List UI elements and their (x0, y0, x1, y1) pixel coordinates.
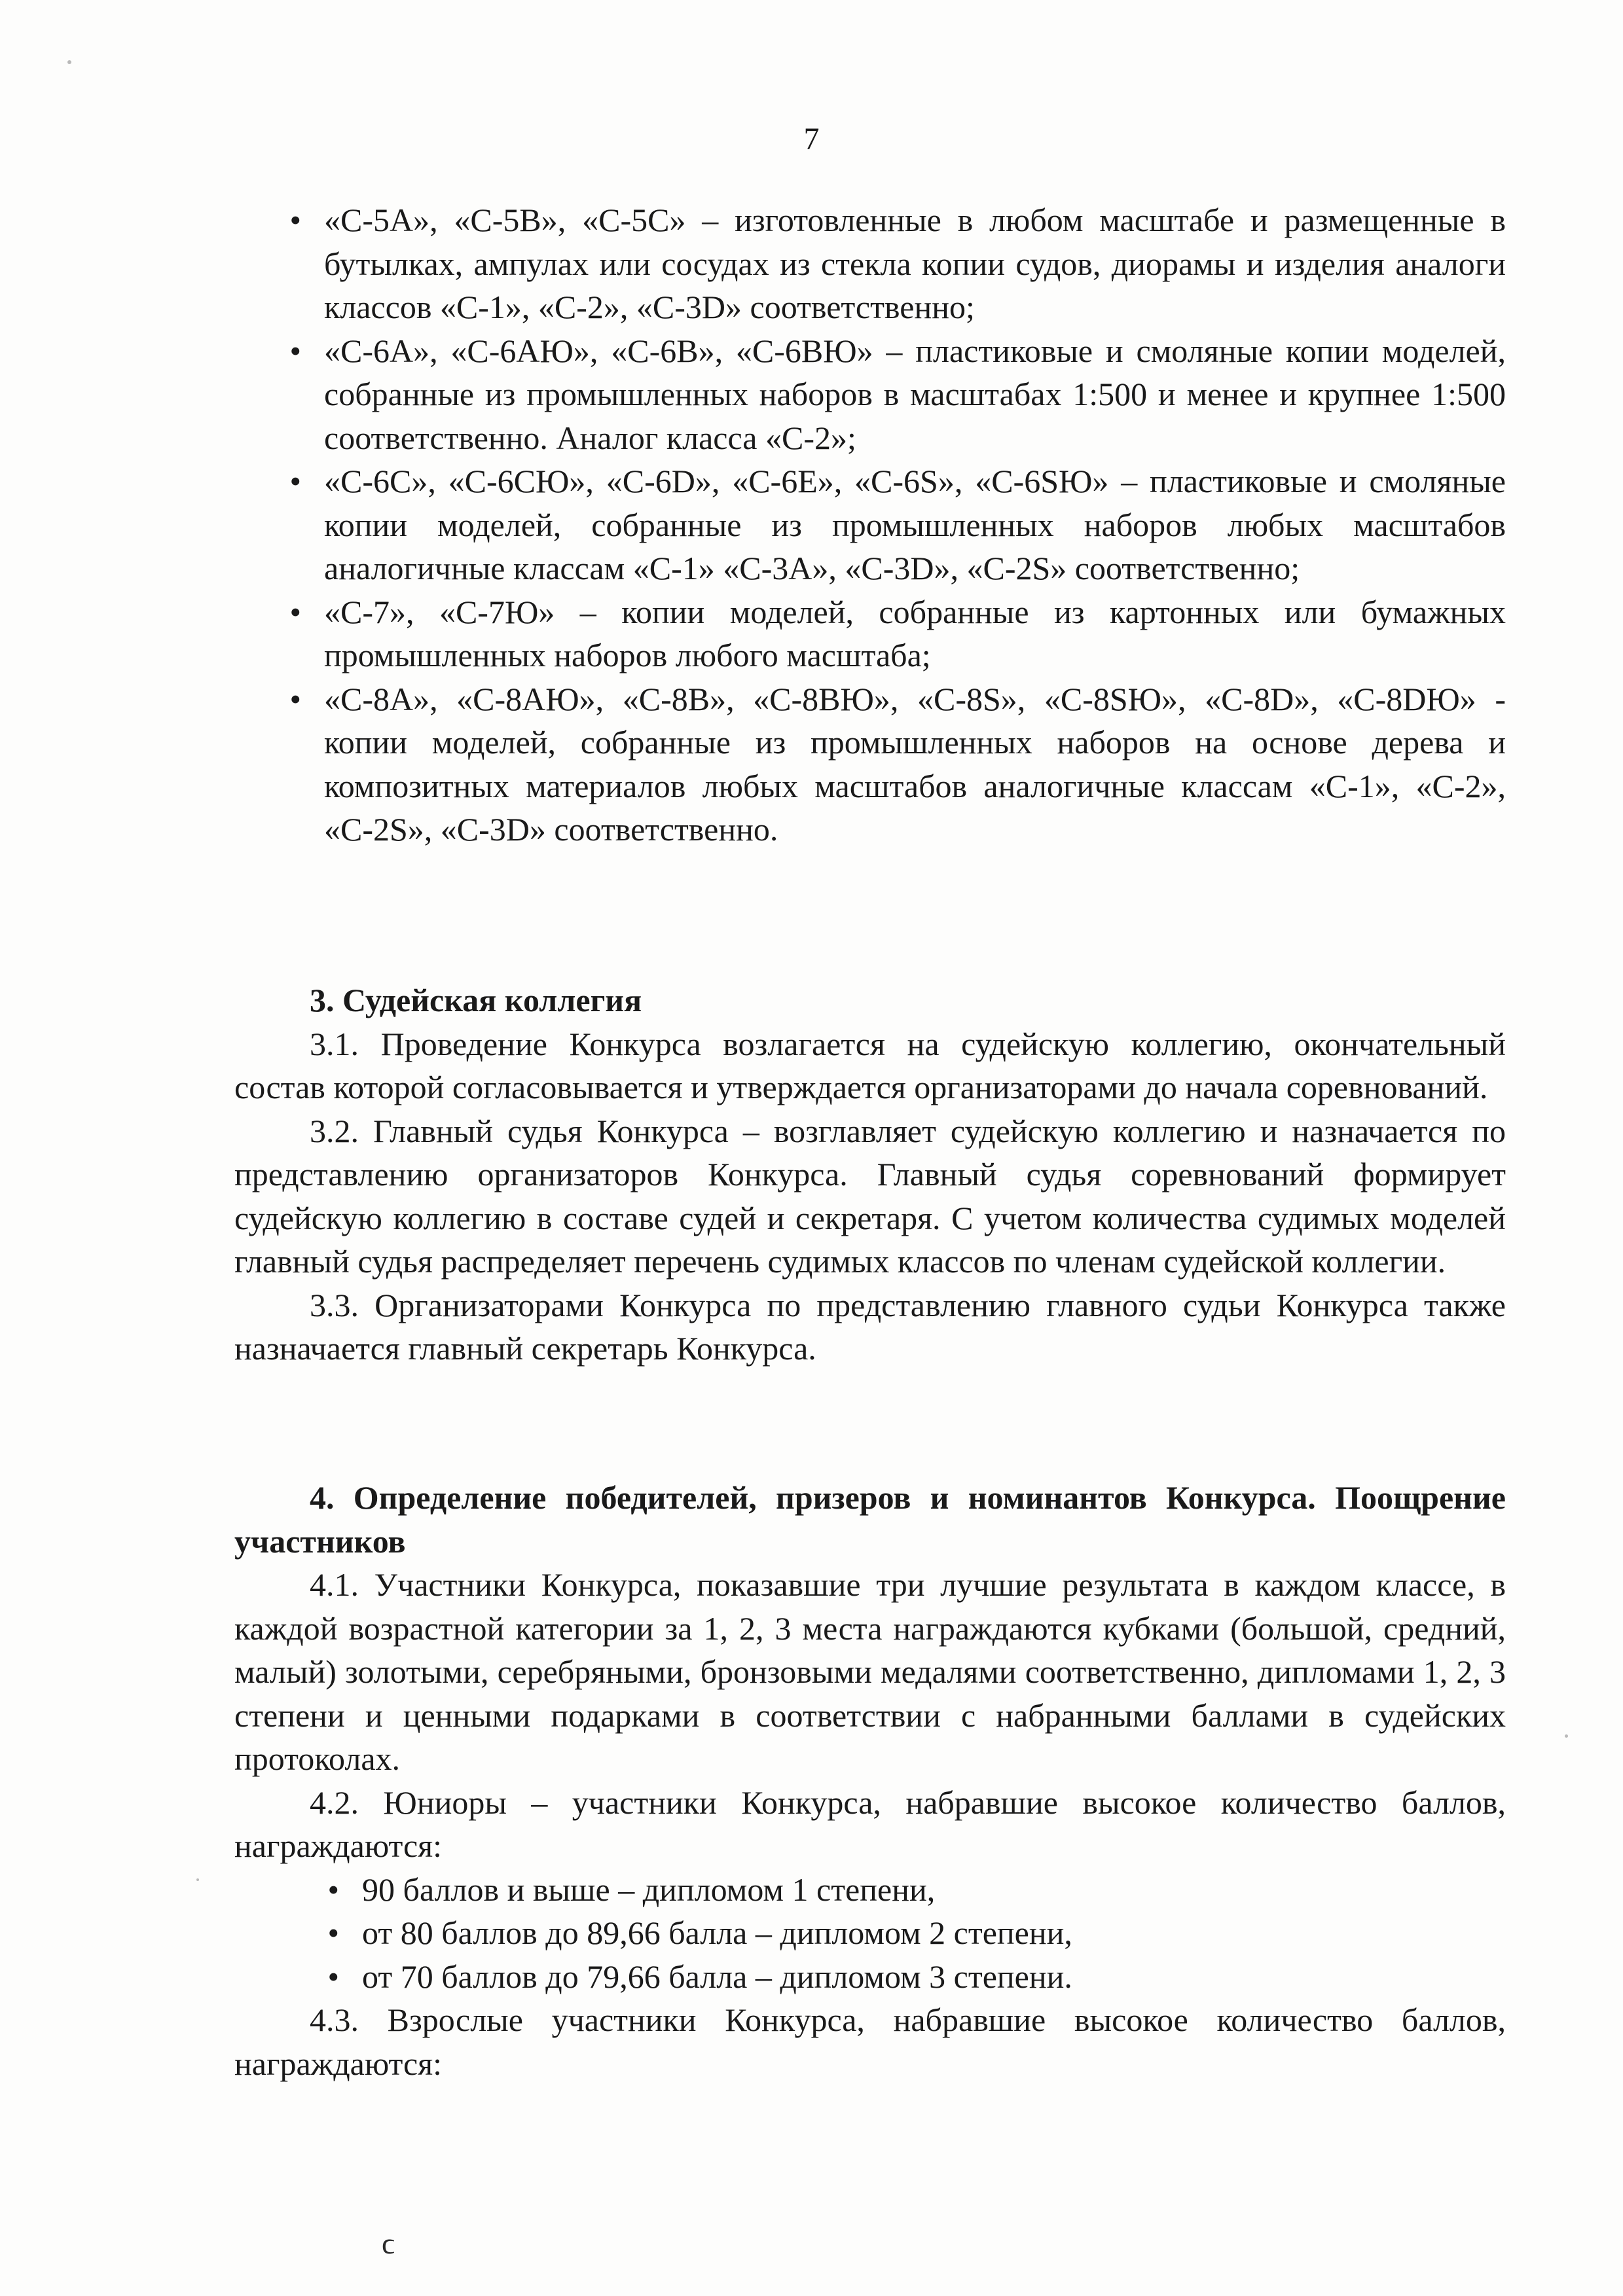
section-judges (234, 978, 1506, 1371)
scan-speck (196, 1878, 199, 1881)
section-heading: 4. Определение победителей, призеров и номинантов Конкурса. Поощрение участников (234, 1479, 1506, 1560)
list-item: • «С-6А», «С-6АЮ», «С-6В», «С-6ВЮ» – пластиковые и смоляные копии моделей, собранные из промышленных наборов в масштабах 1:500 и менее и крупнее 1:500 соответственно. Аналог класса «С-2»; (324, 329, 1506, 460)
juniors-list (234, 1868, 1506, 1999)
list-item: • «С-5А», «С-5В», «С-5С» – изготовленные в любом масштабе и размещенные в бутылках, ампулах или сосудах из стекла копии судов, диорамы и изделия аналоги классов «С-1», «С-2», «С-3D» соответственно; (324, 198, 1506, 329)
list-item: • «С-7», «С-7Ю» – копии моделей, собранные из картонных или бумажных промышленных наборов любого масштаба; (324, 590, 1506, 677)
scan-mark: ϲ (382, 2227, 395, 2260)
paragraph: 4.3. Взрослые участники Конкурса, набравшие высокое количество баллов, награждаются: (234, 2001, 1506, 2082)
list-item: • «С-6С», «С-6СЮ», «С-6D», «С-6Е», «С-6S», «С-6SЮ» – пластиковые и смоляные копии моделей, собранные из промышленных наборов любых масштабов аналогичные классам «С-1» «С-3А», «С-3D», «С-2S» соответственно; (324, 459, 1506, 590)
section-winners (234, 1476, 1506, 2085)
paragraph: 4.2. Юниоры – участники Конкурса, набравшие высокое количество баллов, награждаются: (234, 1784, 1506, 1864)
paragraph: 4.1. Участники Конкурса, показавшие три лучшие результата в каждом классе, в каждой возрастной категории за 1, 2, 3 места награждаются кубками (большой, средний, малый) золотыми, серебряными, бронзовыми медалями соответственно, дипломами 1, 2, 3 степени и ценными подарками в соответствии с набранными баллами в судейских протоколах. (234, 1566, 1506, 1777)
section-heading: 3. Судейская коллегия (310, 982, 642, 1018)
class-list (324, 198, 1506, 852)
paragraph: 3.1. Проведение Конкурса возлагается на судейскую коллегию, окончательный состав которой согласовывается и утверждается организаторами до начала соревнований. (234, 1025, 1506, 1105)
list-item: • 90 баллов и выше – дипломом 1 степени, (362, 1868, 1506, 1912)
scan-speck (1565, 1734, 1568, 1738)
scan-speck (67, 60, 71, 64)
list-item: • от 70 баллов до 79,66 балла – дипломом 3 степени. (362, 1955, 1506, 1999)
paragraph: 3.2. Главный судья Конкурса – возглавляет судейскую коллегию и назначается по представлению организаторов Конкурса. Главный судья соревнований формирует судейскую коллегию в составе судей и секретаря. С учетом количества судимых моделей главный судья распределяет перечень судимых классов по членам судейской коллегии. (234, 1112, 1506, 1280)
paragraph: 3.3. Организаторами Конкурса по представлению главного судьи Конкурса также назначается главный секретарь Конкурса. (234, 1286, 1506, 1367)
list-item: • «С-8А», «С-8АЮ», «С-8В», «С-8ВЮ», «С-8S», «С-8SЮ», «С-8D», «С-8DЮ» - копии моделей, собранные из промышленных наборов на основе дерева и композитных материалов любых масштабов аналогичные классам «С-1», «С-2», «С-2S», «С-3D» соответственно. (324, 677, 1506, 852)
page-number: 7 (803, 122, 820, 156)
list-item: • от 80 баллов до 89,66 балла – дипломом 2 степени, (362, 1911, 1506, 1955)
